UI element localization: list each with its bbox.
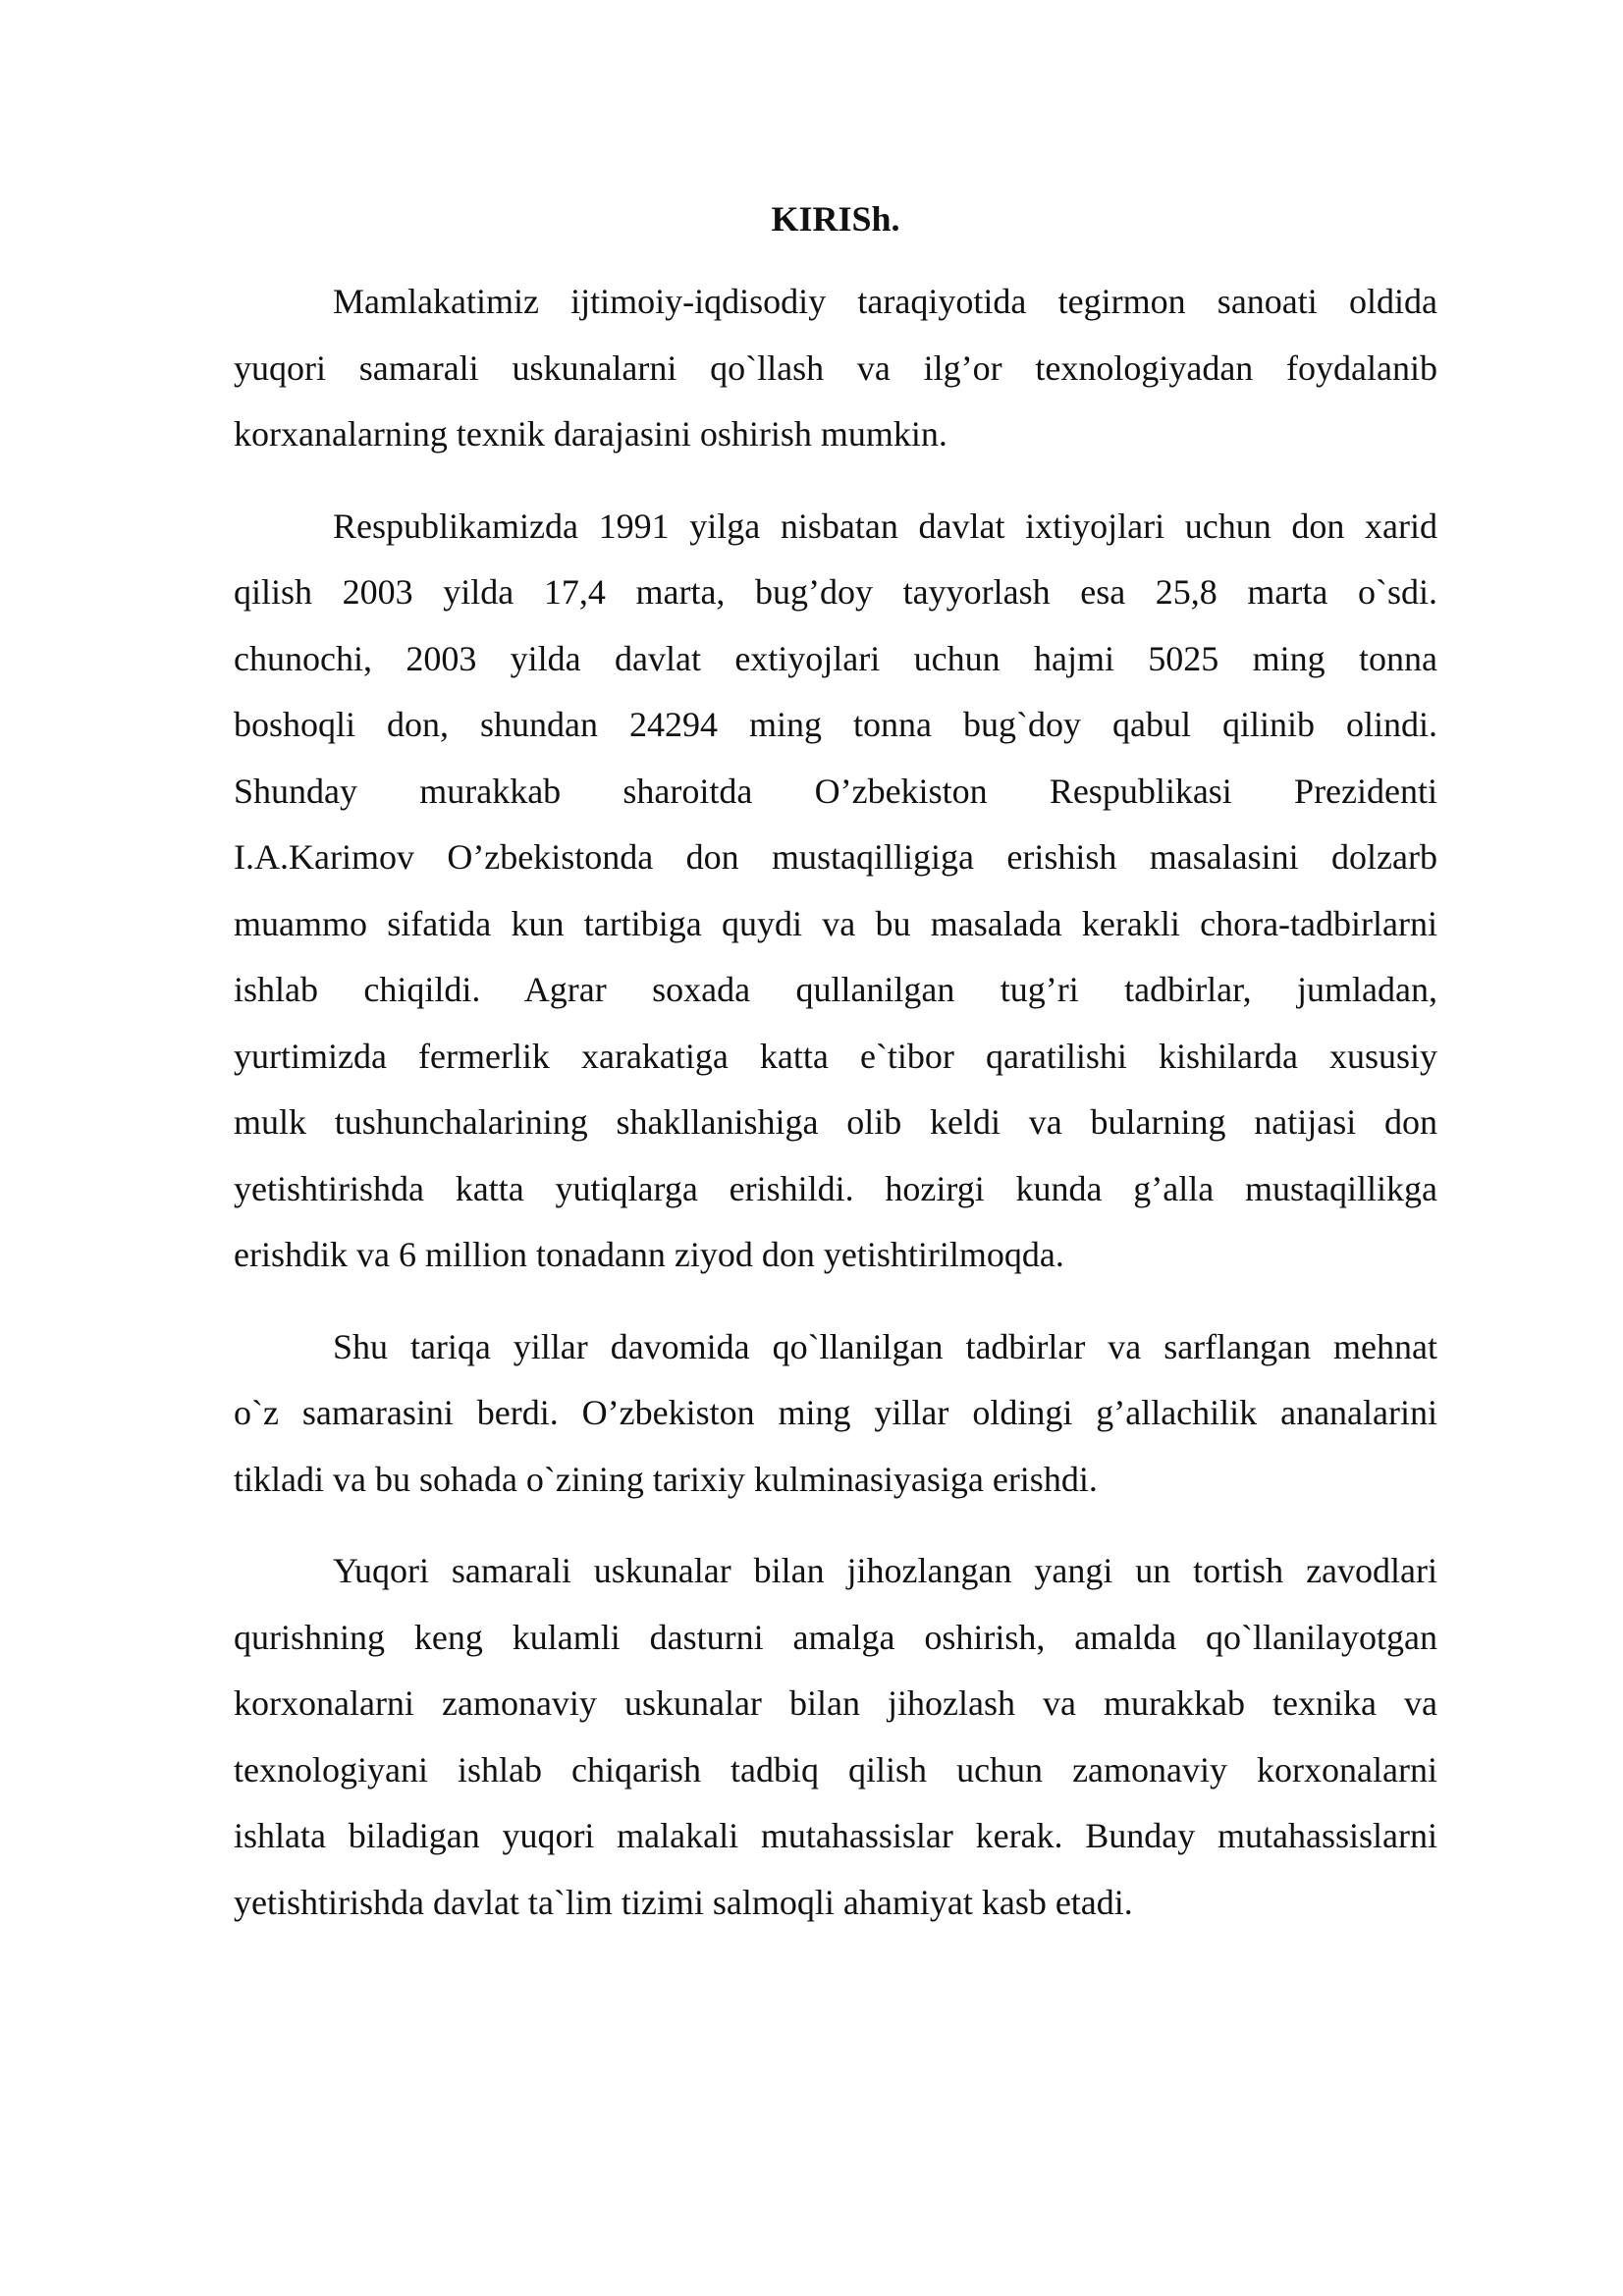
paragraph-line: yetishtirishda davlat ta`lim tizimi salmoqli ahamiyat kasb etadi. xyxy=(234,1882,1133,1922)
paragraph-line: Mamlakatimiz ijtimoiy-iqdisodiy taraqiyotida tegirmon sanoati oldida xyxy=(333,282,1437,321)
paragraph-line: Shunday murakkab sharoitda O’zbekiston Respublikasi Prezidenti xyxy=(234,771,1437,811)
paragraph-3 xyxy=(234,1314,1437,1514)
paragraph-line: korxanalarning texnik darajasini oshirish mumkin. xyxy=(234,414,947,454)
paragraph-4 xyxy=(234,1538,1437,1936)
paragraph-line: ishlata biladigan yuqori malakali mutahassislar kerak. Bunday mutahassislarni xyxy=(234,1816,1437,1855)
paragraph-line: Respublikamizda 1991 yilga nisbatan davlat ixtiyojlari uchun don xarid xyxy=(333,506,1437,546)
paragraph-line: yuqori samarali uskunalarni qo`llash va ilg’or texnologiyadan foydalanib xyxy=(234,347,1437,388)
paragraph-line: tikladi va bu sohada o`zining tarixiy kulminasiyasiga erishdi. xyxy=(234,1459,1098,1499)
paragraph-line: Yuqori samarali uskunalar bilan jihozlangan yangi un tortish zavodlari xyxy=(333,1551,1437,1590)
paragraph-line: o`z samarasini berdi. O’zbekiston ming yillar oldingi g’allachilik ananalarini xyxy=(234,1393,1437,1432)
paragraph-line: chunochi, 2003 yilda davlat extiyojlari uchun hajmi 5025 ming tonna xyxy=(234,638,1437,678)
paragraph-line: yurtimizda fermerlik xarakatiga katta e`tibor qaratilishi kishilarda xususiy xyxy=(234,1036,1437,1076)
paragraph-line: ishlab chiqildi. Agrar soxada qullanilgan tug’ri tadbirlar, jumladan, xyxy=(234,970,1437,1009)
paragraph-2 xyxy=(234,494,1437,1289)
paragraph-line: qilish 2003 yilda 17,4 marta, bug’doy tayyorlash esa 25,8 marta o`sdi. xyxy=(234,572,1437,612)
paragraph-line: texnologiyani ishlab chiqarish tadbiq qilish uchun zamonaviy korxonalarni xyxy=(234,1749,1437,1789)
paragraph-line: yetishtirishda katta yutiqlarga erishildi. hozirgi kunda g’alla mustaqillikga xyxy=(234,1168,1437,1208)
document-page xyxy=(234,194,1437,1961)
paragraph-line: korxonalarni zamonaviy uskunalar bilan jihozlash va murakkab texnika va xyxy=(234,1683,1437,1723)
page-title: KIRISh. xyxy=(771,199,900,239)
paragraph-line: erishdik va 6 million tonadann ziyod don yetishtirilmoqda. xyxy=(234,1235,1064,1274)
paragraph-line: muammo sifatida kun tartibiga quydi va bu masalada kerakli chora-tadbirlarni xyxy=(234,903,1437,943)
paragraph-line: mulk tushunchalarining shakllanishiga olib keldi va bularning natijasi don xyxy=(234,1102,1437,1142)
paragraph-1 xyxy=(234,269,1437,468)
paragraph-line: qurishning keng kulamli dasturni amalga oshirish, amalda qo`llanilayotgan xyxy=(234,1617,1437,1657)
paragraph-line: boshoqli don, shundan 24294 ming tonna bug`doy qabul qilinib olindi. xyxy=(234,705,1437,744)
paragraph-line: Shu tariqa yillar davomida qo`llanilgan tadbirlar va sarflangan mehnat xyxy=(333,1326,1437,1366)
paragraph-line: I.A.Karimov O’zbekistonda don mustaqilligiga erishish masalasini dolzarb xyxy=(234,837,1437,877)
